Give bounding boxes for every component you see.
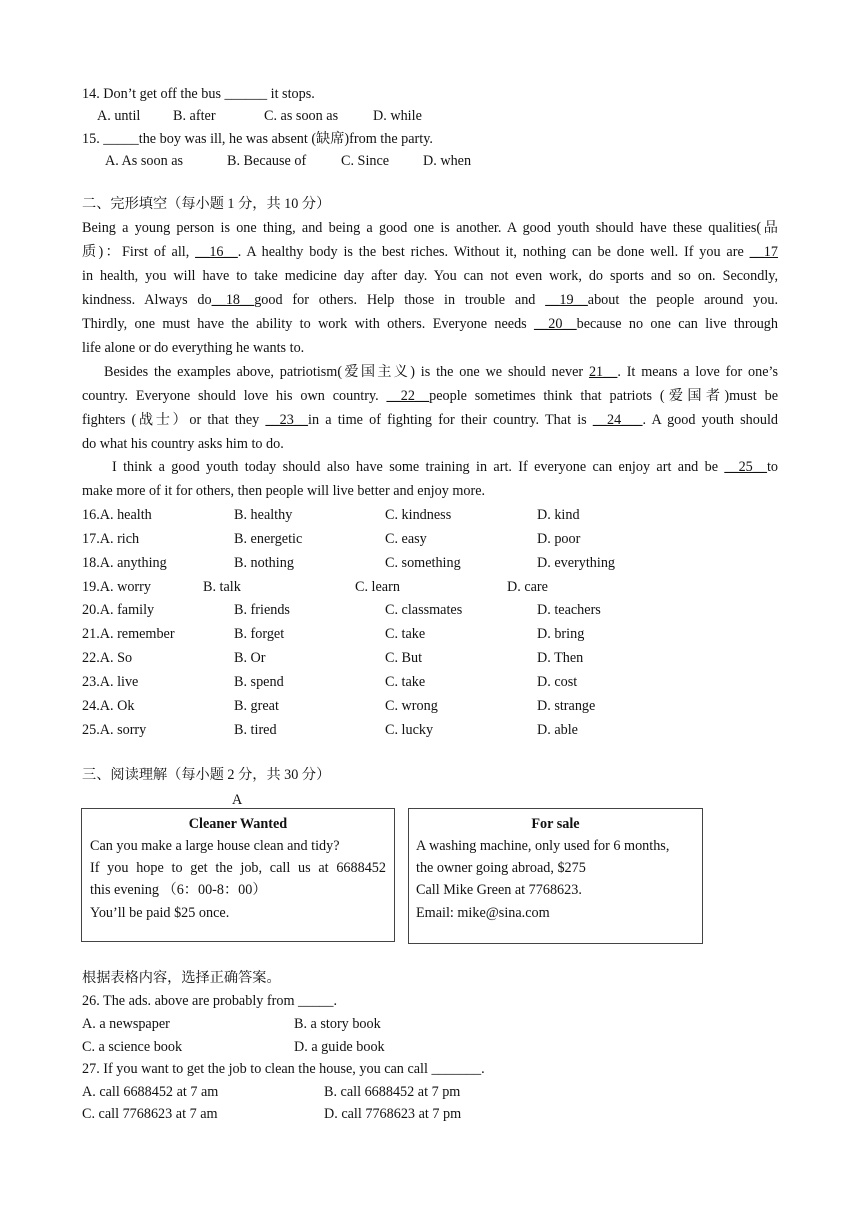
passage-label: A xyxy=(232,792,243,808)
option-20-a: 20.A. family xyxy=(82,602,155,618)
question-14-stem: 14. Don’t get off the bus ______ it stops. xyxy=(82,86,315,102)
question-15-stem: 15. _____the boy was ill, he was absent (缺席)from the party. xyxy=(82,131,433,147)
ad-line: You’ll be paid $25 once. xyxy=(90,905,230,921)
option-20-b: B. friends xyxy=(234,602,290,618)
question-27-stem: 27. If you want to get the job to clean the house, you can call _______. xyxy=(82,1061,485,1077)
option-23-c: C. take xyxy=(385,674,426,690)
cloze-line: do what his country asks him to do. xyxy=(82,436,284,452)
option-25-b: B. tired xyxy=(234,722,277,738)
option-20-c: C. classmates xyxy=(385,602,463,618)
ad-line: Can you make a large house clean and tidy? xyxy=(90,838,340,854)
option-22-d: D. Then xyxy=(537,650,584,666)
cloze-line: Thirdly, one must have the ability to work with others. Everyone needs __20__because no one can live through xyxy=(82,316,778,332)
cloze-line: kindness. Always do__18__good for others. Help those in trouble and __19__about the people around you. xyxy=(82,292,779,308)
cloze-line: I think a good youth today should also have some training in art. If everyone can enjoy art and be __25__to xyxy=(112,459,778,475)
option-17-c: C. easy xyxy=(385,531,427,547)
blank-21: 21__ xyxy=(588,364,618,380)
option-25-c: C. lucky xyxy=(385,722,434,738)
q15-option-d: D. when xyxy=(423,153,472,169)
option-18-c: C. something xyxy=(385,555,461,571)
option-23-a: 23.A. live xyxy=(82,674,139,690)
q15-option-a: A. As soon as xyxy=(105,153,184,169)
reading-section-heading: 三、阅读理解（每小题 2 分，共 30 分） xyxy=(82,767,331,783)
option-24-c: C. wrong xyxy=(385,698,438,714)
option-16-c: C. kindness xyxy=(385,507,452,523)
q26-option-c: C. a science book xyxy=(82,1039,183,1055)
reading-instruction: 根据表格内容，选择正确答案。 xyxy=(82,970,281,986)
option-18-d: D. everything xyxy=(537,555,616,571)
option-17-d: D. poor xyxy=(537,531,581,547)
option-22-b: B. Or xyxy=(234,650,266,666)
blank-25: __25__ xyxy=(724,459,767,475)
cloze-line: fighters (战士）or that they __23__in a time of fighting for their country. That is __24___. A good youth should xyxy=(82,412,778,428)
option-22-c: C. But xyxy=(385,650,423,666)
ad-line: A washing machine, only used for 6 months, xyxy=(416,838,670,854)
q26-option-b: B. a story book xyxy=(294,1016,381,1032)
cloze-line: life alone or do everything he wants to. xyxy=(82,340,305,356)
option-19-a: 19.A. worry xyxy=(82,579,151,595)
ad-line: Call Mike Green at 7768623. xyxy=(416,882,582,898)
blank-20: __20__ xyxy=(534,316,577,332)
cloze-line: Besides the examples above, patriotism(爱国主义) is the one we should never 21__. It means a love for one’s xyxy=(104,364,778,380)
q27-option-d: D. call 7768623 at 7 pm xyxy=(324,1106,462,1122)
option-23-d: D. cost xyxy=(537,674,578,690)
option-16-d: D. kind xyxy=(537,507,580,523)
q27-option-a: A. call 6688452 at 7 am xyxy=(82,1084,219,1100)
option-23-b: B. spend xyxy=(234,674,284,690)
ad-line: the owner going abroad, $275 xyxy=(416,860,586,876)
q15-option-b: B. Because of xyxy=(227,153,307,169)
option-24-a: 24.A. Ok xyxy=(82,698,135,714)
option-21-d: D. bring xyxy=(537,626,585,642)
blank-22: __22__ xyxy=(386,388,430,404)
ad-for-sale xyxy=(408,808,703,944)
option-21-b: B. forget xyxy=(234,626,285,642)
question-26-stem: 26. The ads. above are probably from _____. xyxy=(82,993,338,1009)
ad-title: Cleaner Wanted xyxy=(188,816,288,832)
blank-24: __24___ xyxy=(592,412,643,428)
blank-16: __16__ xyxy=(195,244,238,260)
option-17-a: 17.A. rich xyxy=(82,531,140,547)
option-19-c: C. learn xyxy=(355,579,400,595)
ad-line: this evening （6：00-8：00） xyxy=(90,882,267,898)
option-18-a: 18.A. anything xyxy=(82,555,167,571)
ad-title: For sale xyxy=(531,816,580,832)
option-19-d: D. care xyxy=(507,579,548,595)
cloze-line: in health, you will have to take medicine day after day. You can not even work, do sports and so on. Secondly, xyxy=(82,268,778,284)
q14-option-b: B. after xyxy=(173,108,216,124)
option-16-b: B. healthy xyxy=(234,507,293,523)
option-25-d: D. able xyxy=(537,722,578,738)
option-18-b: B. nothing xyxy=(234,555,294,571)
q26-option-d: D. a guide book xyxy=(294,1039,385,1055)
option-20-d: D. teachers xyxy=(537,602,601,618)
option-22-a: 22.A. So xyxy=(82,650,133,666)
option-17-b: B. energetic xyxy=(234,531,303,547)
option-19-b: B. talk xyxy=(203,579,241,595)
blank-23: __23__ xyxy=(265,412,308,428)
cloze-line: country. Everyone should love his own country. __22__people sometimes think that patriots (爱国者)must be xyxy=(82,388,778,404)
ad-line: Email: mike@sina.com xyxy=(416,905,550,921)
q26-option-a: A. a newspaper xyxy=(82,1016,170,1032)
cloze-line: make more of it for others, then people will live better and enjoy more. xyxy=(82,483,486,499)
blank-19: __19__ xyxy=(545,292,588,308)
ad-cleaner-wanted xyxy=(81,808,395,942)
option-21-c: C. take xyxy=(385,626,426,642)
option-16-a: 16.A. health xyxy=(82,507,152,523)
option-25-a: 25.A. sorry xyxy=(82,722,147,738)
blank-18: __18__ xyxy=(211,292,255,308)
ad-line: If you hope to get the job, call us at 6688452 xyxy=(90,860,386,876)
q27-option-b: B. call 6688452 at 7 pm xyxy=(324,1084,461,1100)
q14-option-c: C. as soon as xyxy=(264,108,339,124)
q14-option-a: A. until xyxy=(97,108,141,124)
option-24-d: D. strange xyxy=(537,698,596,714)
q14-option-d: D. while xyxy=(373,108,422,124)
option-24-b: B. great xyxy=(234,698,279,714)
option-21-a: 21.A. remember xyxy=(82,626,175,642)
cloze-line: Being a young person is one thing, and being a good one is another. A good youth should have these qualities(品 xyxy=(82,220,778,236)
q27-option-c: C. call 7768623 at 7 am xyxy=(82,1106,218,1122)
cloze-section-heading: 二、完形填空（每小题 1 分，共 10 分） xyxy=(82,196,331,212)
blank-17: __17 xyxy=(749,244,778,260)
q15-option-c: C. Since xyxy=(341,153,390,169)
cloze-line: 质)：First of all, __16__. A healthy body is the best riches. Without it, nothing can be done well. If you are __17 xyxy=(82,244,778,260)
